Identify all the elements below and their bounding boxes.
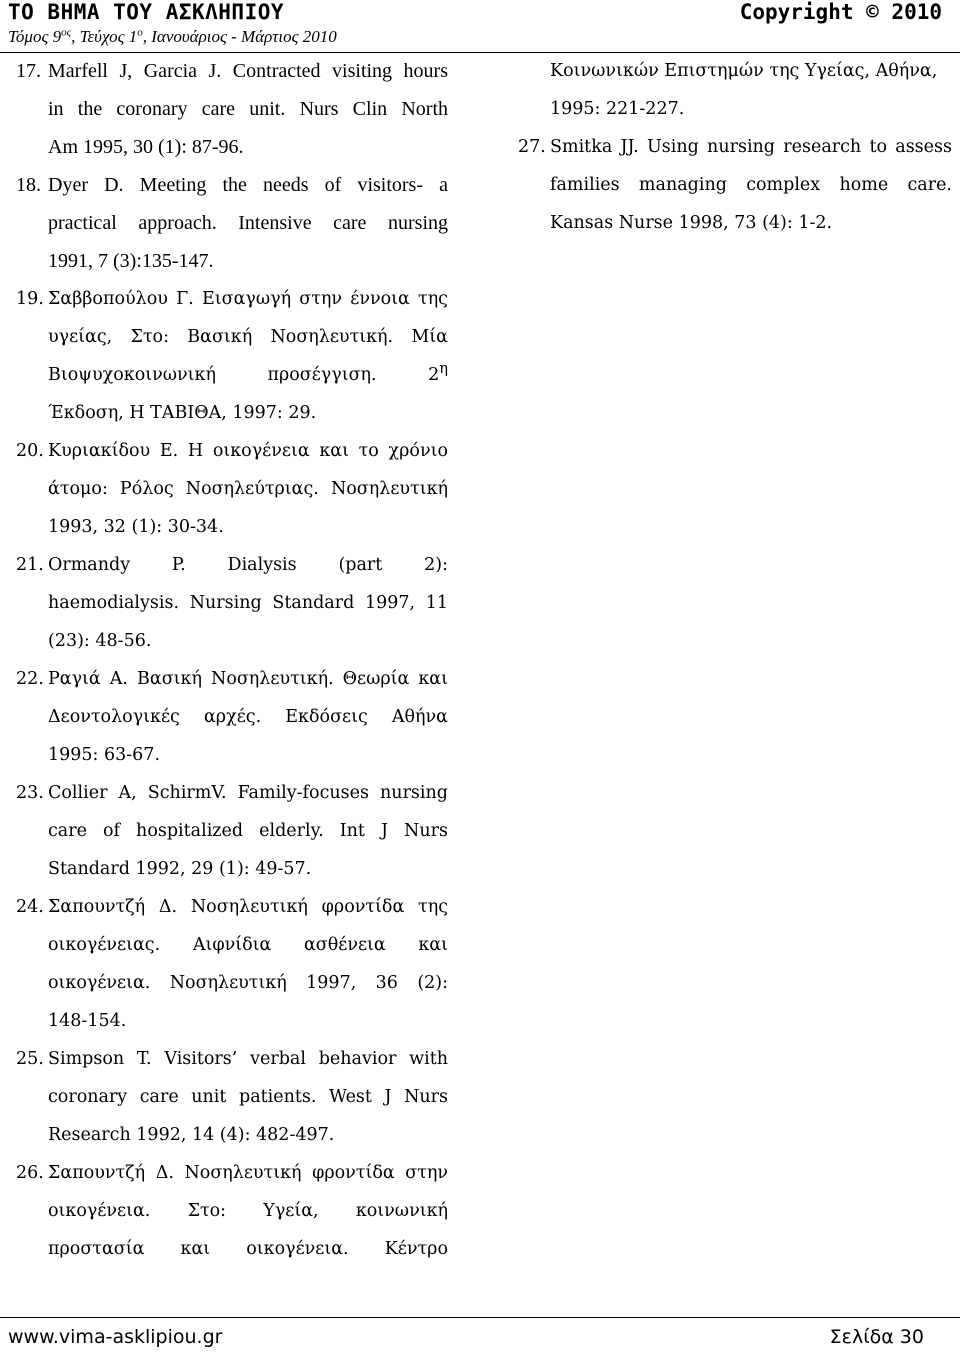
page-number: Σελίδα 30 [829,1326,924,1348]
reference-22 [10,660,448,774]
reference-number: 25. [16,1049,44,1069]
reference-number: 19. [16,289,44,309]
footer-divider [0,1317,960,1318]
reference-number: 22. [16,669,44,689]
reference-26-continued [512,52,952,128]
reference-line: coronary care unit patients. West J Nurs [48,1087,448,1107]
reference-line: 17. Marfell J, Garcia J. Contracted visiting hours [10,52,448,90]
reference-line: προστασία και οικογένεια. Κέντρο [48,1239,448,1259]
reference-line: 25. Simpson T. Visitors’ verbal behavior with [10,1040,448,1078]
volume-sup: ος [61,26,72,39]
reference-line: 148-154. [48,1011,127,1031]
reference-line: Δεοντολογικές αρχές. Εκδόσεις Αθήνα [48,707,448,727]
reference-line: 19. Σαββοπούλου Γ. Εισαγωγή στην έννοια της [10,280,448,318]
reference-number: 17. [16,60,41,82]
reference-line: Έκδοση, Η ΤΑΒΙΘΑ, 1997: 29. [48,403,317,423]
reference-26 [10,1154,448,1268]
reference-line: care of hospitalized elderly. Int J Nurs [48,821,448,841]
reference-line: Kansas Nurse 1998, 73 (4): 1-2. [550,213,833,233]
issue-sup: ο [137,26,143,39]
reference-number: 21. [16,555,44,575]
page-header [0,0,960,52]
reference-23 [10,774,448,888]
reference-20 [10,432,448,546]
reference-number: 24. [16,897,44,917]
reference-line: (23): 48-56. [48,631,152,651]
period-label: , Ιανουάριος - Μάρτιος 2010 [142,27,337,46]
reference-24 [10,888,448,1040]
copyright-notice: Copyright © 2010 [739,0,942,24]
reference-number: 18. [16,174,41,196]
reference-line: haemodialysis. Nursing Standard 1997, 11 [48,593,448,613]
reference-line: άτομο: Ρόλος Νοσηλεύτριας. Νοσηλευτική [48,479,448,499]
reference-line: οικογένεια. Νοσηλευτική 1997, 36 (2): [48,973,448,993]
edition-sup: η [439,360,448,378]
reference-line: 23. Collier A, SchirmV. Family-focuses nursing [10,774,448,812]
reference-19 [10,280,448,432]
reference-line: in the coronary care unit. Nurs Clin North [48,98,448,120]
reference-line: 1991, 7 (3):135-147. [48,250,214,272]
reference-line: practical approach. Intensive care nursing [48,212,448,234]
reference-27 [512,128,952,242]
reference-line: οικογένεια. Στο: Υγεία, κοινωνική [48,1201,448,1221]
reference-line: υγείας, Στο: Βασική Νοσηλευτική. Μία [48,327,448,347]
reference-line: 1995: 63-67. [48,745,161,765]
right-column [512,52,952,242]
reference-line: 1993, 32 (1): 30-34. [48,517,224,537]
reference-line: 26. Σαπουντζή Δ. Νοσηλευτική φροντίδα στην [10,1154,448,1192]
reference-line: Standard 1992, 29 (1): 49-57. [48,859,312,879]
reference-18 [10,166,448,280]
footer-website-link[interactable]: www.vima-asklipiou.gr [8,1326,223,1348]
reference-25 [10,1040,448,1154]
reference-17 [10,52,448,166]
reference-21 [10,546,448,660]
reference-number: 20. [16,441,44,461]
issue-label: , Τεύχος 1 [71,27,138,46]
reference-line: families managing complex home care. [550,175,952,195]
reference-line: 22. Ραγιά Α. Βασική Νοσηλευτική. Θεωρία και [10,660,448,698]
reference-line: 18. Dyer D. Meeting the needs of visitors- a [10,166,448,204]
reference-line: οικογένειας. Αιφνίδια ασθένεια και [48,935,448,955]
reference-line: Κοινωνικών Επιστημών της Υγείας, Αθήνα, [550,61,938,81]
reference-line: 21. Ormandy P. Dialysis (part 2): [10,546,448,584]
reference-number: 23. [16,783,44,803]
reference-line: Am 1995, 30 (1): 87-96. [48,136,244,158]
reference-number: 26. [16,1163,44,1183]
reference-line: 27. Smitka JJ. Using nursing research to assess [512,128,952,166]
reference-line: 20. Κυριακίδου Ε. Η οικογένεια και το χρόνιο [10,432,448,470]
reference-line: Βιοψυχοκοινωνική προσέγγιση. $2^\eta$ [48,360,448,385]
volume-label: Τόμος 9 [8,27,62,46]
issue-line [8,27,337,47]
journal-title: ΤΟ ΒΗΜΑ ΤΟΥ ΑΣΚΛΗΠΙΟΥ [8,0,285,24]
reference-line: 24. Σαπουντζή Δ. Νοσηλευτική φροντίδα της [10,888,448,926]
reference-number: 27. [518,137,546,157]
reference-line: 1995: 221-227. [550,99,685,119]
reference-line: Research 1992, 14 (4): 482-497. [48,1125,335,1145]
left-column [10,52,448,1268]
